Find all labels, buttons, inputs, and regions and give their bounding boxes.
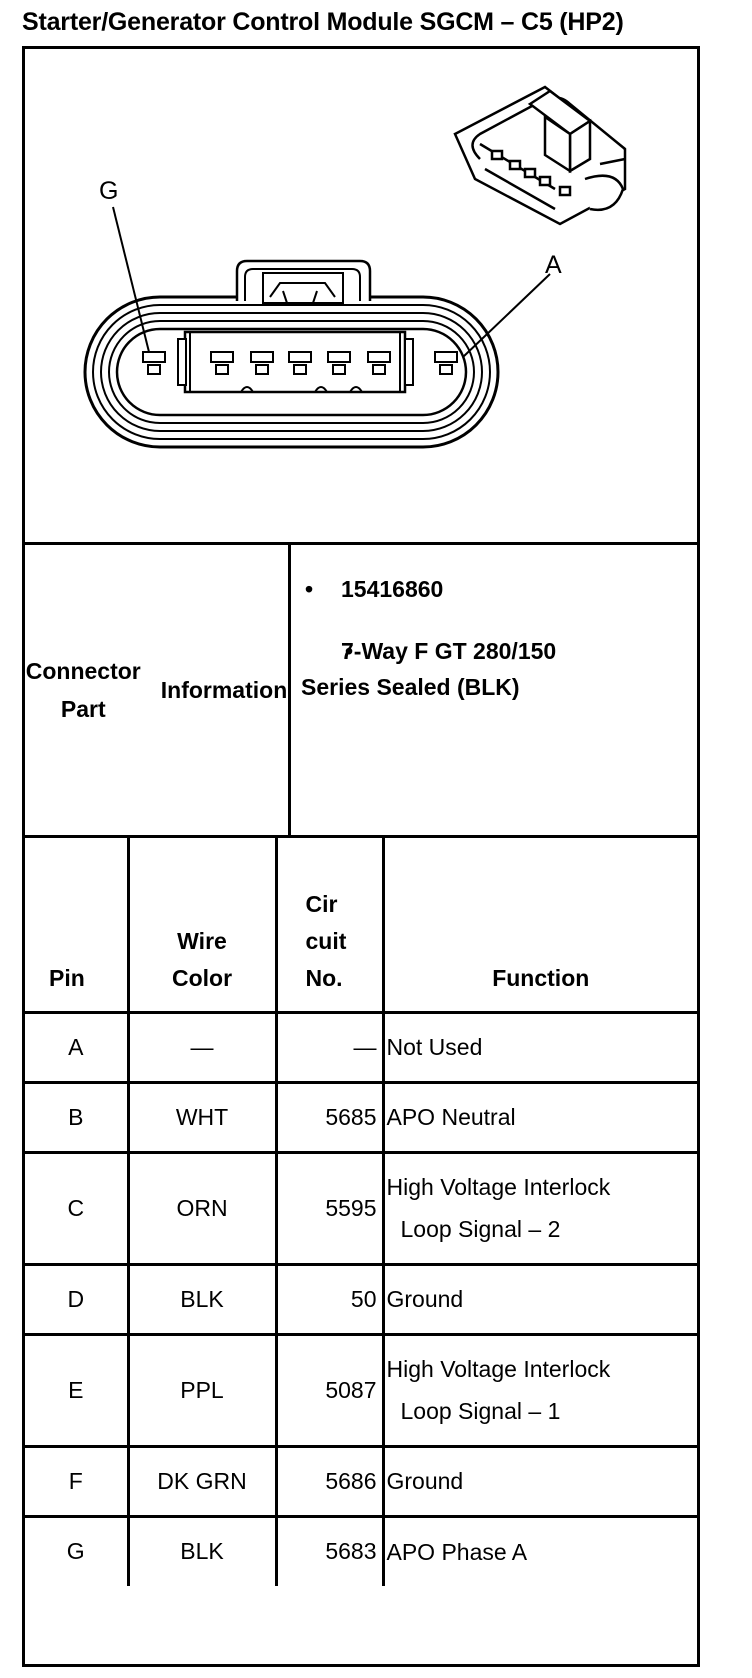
cell-pin: G bbox=[25, 1516, 128, 1586]
description-line1: 7-Way F GT 280/150 bbox=[341, 638, 557, 664]
cell-circuit: 5087 bbox=[276, 1334, 383, 1446]
table-row bbox=[25, 1082, 697, 1152]
header-wire-color: Wire Color bbox=[128, 838, 276, 1012]
header-function: Function bbox=[383, 838, 697, 1012]
connector-info-label-line2: Information bbox=[160, 677, 288, 703]
cell-function: APO Phase A bbox=[386, 1538, 528, 1565]
cell-wire-color: ORN bbox=[128, 1152, 276, 1264]
description-line2: Series Sealed (BLK) bbox=[301, 674, 520, 700]
cell-wire-color: BLK bbox=[128, 1516, 276, 1586]
connector-info-label-line1: Connector Part bbox=[25, 658, 141, 722]
table-header-row bbox=[25, 838, 697, 1012]
connector-illustration bbox=[25, 49, 697, 542]
cell-pin: A bbox=[25, 1012, 128, 1082]
connector-info-list bbox=[301, 571, 691, 731]
connector-3d-view bbox=[455, 87, 625, 224]
table-row bbox=[25, 1446, 697, 1516]
leader-line-a bbox=[463, 274, 550, 357]
cell-circuit: 5686 bbox=[276, 1446, 383, 1516]
table-row bbox=[25, 1264, 697, 1334]
connector-part-info bbox=[25, 545, 697, 838]
cell-wire-color: PPL bbox=[128, 1334, 276, 1446]
cell-circuit: 5595 bbox=[276, 1152, 383, 1264]
cell-wire-color: — bbox=[128, 1012, 276, 1082]
pinout-table bbox=[25, 838, 697, 1586]
table-row bbox=[25, 1334, 697, 1446]
header-pin: Pin bbox=[25, 838, 128, 1012]
cell-circuit: 5683 bbox=[276, 1516, 383, 1586]
cell-circuit: 5685 bbox=[276, 1082, 383, 1152]
cell-wire-color: DK GRN bbox=[128, 1446, 276, 1516]
cell-circuit: — bbox=[276, 1012, 383, 1082]
header-circuit-no: Cir cuit No. bbox=[276, 838, 383, 1012]
cell-wire-color: WHT bbox=[128, 1082, 276, 1152]
table-row bbox=[25, 1152, 697, 1264]
cell-function: Ground bbox=[383, 1264, 697, 1334]
cell-pin: D bbox=[25, 1264, 128, 1334]
pin-label-g: G bbox=[99, 177, 119, 205]
table-row bbox=[25, 1012, 697, 1082]
cell-function: APO Neutral bbox=[383, 1082, 697, 1152]
connector-info-label bbox=[25, 545, 291, 835]
connector-diagram bbox=[25, 49, 697, 545]
cell-pin: C bbox=[25, 1152, 128, 1264]
pin-label-a: A bbox=[545, 251, 562, 279]
cell-wire-color: BLK bbox=[128, 1264, 276, 1334]
cell-function: Not Used bbox=[383, 1012, 697, 1082]
cell-pin: F bbox=[25, 1446, 128, 1516]
connector-sheet bbox=[22, 46, 700, 1667]
table-row bbox=[25, 1516, 697, 1586]
part-number: • 15416860 bbox=[301, 571, 691, 607]
cell-function: High Voltage Interlock Loop Signal – 1 bbox=[383, 1334, 697, 1446]
cell-pin: B bbox=[25, 1082, 128, 1152]
page-title: Starter/Generator Control Module SGCM – C5 (HP2) bbox=[22, 8, 624, 36]
cell-circuit: 50 bbox=[276, 1264, 383, 1334]
cell-function: High Voltage Interlock Loop Signal – 2 bbox=[383, 1152, 697, 1264]
cell-pin: E bbox=[25, 1334, 128, 1446]
cell-function: Ground bbox=[383, 1446, 697, 1516]
connector-description bbox=[301, 633, 691, 705]
